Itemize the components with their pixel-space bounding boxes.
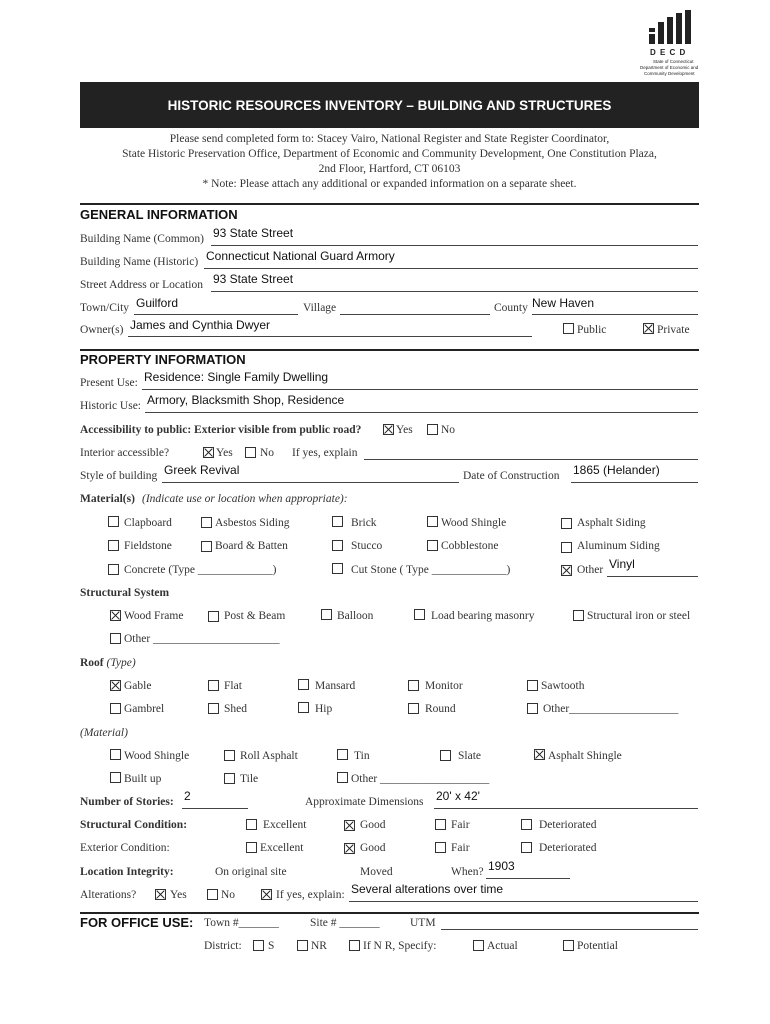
clapboard-label: Clapboard: [124, 517, 172, 529]
tin-label: Tin: [354, 750, 370, 762]
balloon-label: Balloon: [337, 610, 374, 622]
interior-label: Interior accessible?: [80, 447, 170, 459]
load-bearing-checkbox[interactable]: [414, 609, 425, 620]
date-label: Date of Construction: [463, 470, 560, 482]
sawtooth-label: Sawtooth: [541, 680, 585, 692]
county-label: County: [494, 302, 528, 314]
district-nr-label: NR: [311, 940, 327, 952]
district-s-checkbox[interactable]: [253, 940, 264, 951]
original-site-label: On original site: [215, 866, 287, 878]
logo-line3: Community Development: [644, 71, 695, 76]
material-other-field[interactable]: Vinyl: [609, 557, 635, 571]
instructions-note: * Note: Please attach any additional or expanded information on a separate sheet.: [202, 178, 577, 190]
moved-label: Moved: [360, 866, 393, 878]
interior-explain-label: If yes, explain: [292, 447, 358, 459]
post-beam-checkbox[interactable]: [208, 611, 219, 622]
gable-checkbox[interactable]: [110, 680, 121, 691]
brick-checkbox[interactable]: [332, 516, 343, 527]
material-other-checkbox[interactable]: [561, 565, 572, 576]
hip-checkbox[interactable]: [298, 702, 309, 713]
wood-frame-label: Wood Frame: [124, 610, 184, 622]
exterior-deteriorated-checkbox[interactable]: [521, 842, 532, 853]
section-rule: [80, 349, 699, 351]
fieldstone-checkbox[interactable]: [108, 540, 119, 551]
gable-label: Gable: [124, 680, 152, 692]
potential-checkbox[interactable]: [563, 940, 574, 951]
alterations-explain-checkbox[interactable]: [261, 889, 272, 900]
interior-explain-line[interactable]: [364, 459, 698, 460]
asphalt-shingle-label: Asphalt Shingle: [548, 750, 622, 762]
date-field[interactable]: 1865 (Helander): [573, 463, 660, 477]
wood-frame-checkbox[interactable]: [110, 610, 121, 621]
historic-use-label: Historic Use:: [80, 400, 142, 412]
roof-heading: [80, 657, 136, 669]
actual-checkbox[interactable]: [473, 940, 484, 951]
roof-label: Roof: [80, 657, 104, 669]
when-line: [486, 878, 570, 879]
town-line: [134, 314, 298, 315]
alterations-explain-label: If yes, explain:: [276, 889, 345, 901]
alterations-no-label: No: [221, 889, 236, 901]
roof-material-other-label: Other ___________________: [351, 773, 490, 785]
structural-iron-checkbox[interactable]: [573, 610, 584, 621]
slate-label: Slate: [458, 750, 481, 762]
stories-field[interactable]: 2: [184, 789, 191, 803]
instructions-line2: State Historic Preservation Office, Department of Economic and Community Development, One Constitution Plaza,: [122, 148, 657, 160]
clapboard-checkbox[interactable]: [108, 516, 119, 527]
present-use-label: Present Use:: [80, 377, 138, 389]
when-label: When?: [451, 866, 484, 878]
roof-other-checkbox[interactable]: [527, 703, 538, 714]
roof-material-other-checkbox[interactable]: [337, 772, 348, 783]
alterations-yes-label: Yes: [170, 889, 187, 901]
balloon-checkbox[interactable]: [321, 609, 332, 620]
exterior-excellent-checkbox[interactable]: [246, 842, 257, 853]
present-use-field[interactable]: Residence: Single Family Dwelling: [144, 370, 329, 384]
shed-label: Shed: [224, 703, 247, 715]
structural-other-checkbox[interactable]: [110, 633, 121, 644]
if-nr-checkbox[interactable]: [349, 940, 360, 951]
address-line: [211, 291, 698, 292]
town-label: Town/City: [80, 302, 130, 314]
structural-deteriorated-checkbox[interactable]: [521, 819, 532, 830]
concrete-checkbox[interactable]: [108, 564, 119, 575]
roof-wood-shingle-label: Wood Shingle: [124, 750, 190, 762]
style-label: Style of building: [80, 470, 158, 482]
asbestos-label: Asbestos Siding: [215, 517, 290, 529]
structural-excellent-checkbox[interactable]: [246, 819, 257, 830]
flat-checkbox[interactable]: [208, 680, 219, 691]
date-line: [571, 482, 698, 483]
general-heading: GENERAL INFORMATION: [80, 207, 238, 222]
exterior-condition-label: Exterior Condition:: [80, 842, 170, 854]
exterior-good-label: Good: [360, 842, 386, 854]
owner-label: Owner(s): [80, 324, 124, 336]
public-checkbox[interactable]: [563, 323, 574, 334]
monitor-label: Monitor: [425, 680, 463, 692]
stucco-label: Stucco: [351, 540, 383, 552]
district-label: District:: [204, 940, 242, 952]
board-batten-checkbox[interactable]: [201, 541, 212, 552]
accessibility-no-checkbox[interactable]: [427, 424, 438, 435]
name-historic-label: Building Name (Historic): [80, 256, 199, 268]
private-label: Private: [657, 324, 690, 336]
built-up-label: Built up: [124, 773, 162, 785]
dimensions-line: [434, 808, 698, 809]
stucco-checkbox[interactable]: [332, 540, 343, 551]
material-other-line: [607, 576, 698, 577]
when-field[interactable]: 1903: [488, 859, 515, 873]
round-checkbox[interactable]: [408, 703, 419, 714]
material-other-label: Other: [577, 564, 604, 576]
stories-label: Number of Stories:: [80, 796, 174, 808]
materials-label: Material(s): [80, 493, 135, 505]
cut-stone-checkbox[interactable]: [332, 563, 343, 574]
potential-label: Potential: [577, 940, 618, 952]
public-label: Public: [577, 324, 607, 336]
board-batten-label: Board & Batten: [215, 540, 288, 552]
wood-shingle-siding-label: Wood Shingle: [441, 517, 507, 529]
instructions-line1: Please send completed form to: Stacey Vairo, National Register and State Register Coordinator,: [169, 133, 610, 145]
mansard-checkbox[interactable]: [298, 679, 309, 690]
logo-acronym: D E C D: [650, 48, 687, 57]
private-checkbox[interactable]: [643, 323, 654, 334]
accessibility-yes-checkbox[interactable]: [383, 424, 394, 435]
structural-fair-label: Fair: [451, 819, 470, 831]
roof-type-hint: (Type): [106, 657, 136, 669]
owner-line: [128, 336, 532, 337]
alterations-field[interactable]: Several alterations over time: [351, 882, 504, 896]
logo-line1: State of Connecticut: [653, 59, 694, 64]
alterations-line: [349, 901, 698, 902]
logo-line2: Department of Economic and: [640, 65, 699, 70]
asbestos-checkbox[interactable]: [201, 517, 212, 528]
roof-other-label: Other___________________: [543, 703, 679, 715]
shed-checkbox[interactable]: [208, 703, 219, 714]
county-line: [532, 314, 698, 315]
decd-logo-icon: [646, 10, 694, 46]
exterior-good-checkbox[interactable]: [344, 843, 355, 854]
exterior-excellent-label: Excellent: [260, 842, 304, 854]
brick-label: Brick: [351, 517, 377, 529]
historic-use-line: [145, 412, 698, 413]
name-common-line: [211, 245, 698, 246]
office-town: Town #_______: [204, 917, 279, 929]
structural-good-checkbox[interactable]: [344, 820, 355, 831]
fieldstone-label: Fieldstone: [124, 540, 172, 552]
office-utm: UTM: [410, 917, 436, 929]
gambrel-checkbox[interactable]: [110, 703, 121, 714]
town-field[interactable]: Guilford: [136, 296, 179, 310]
gambrel-label: Gambrel: [124, 703, 165, 715]
sawtooth-checkbox[interactable]: [527, 680, 538, 691]
stories-line: [182, 808, 248, 809]
aluminum-siding-checkbox[interactable]: [561, 542, 572, 553]
office-heading: FOR OFFICE USE:: [80, 915, 194, 930]
interior-yes-label: Yes: [216, 447, 233, 459]
structural-condition-label: Structural Condition:: [80, 819, 188, 831]
post-beam-label: Post & Beam: [224, 610, 286, 622]
asphalt-shingle-checkbox[interactable]: [534, 749, 545, 760]
style-field[interactable]: Greek Revival: [164, 463, 240, 477]
county-field[interactable]: New Haven: [532, 296, 595, 310]
property-heading: PROPERTY INFORMATION: [80, 352, 246, 367]
historic-use-field[interactable]: Armory, Blacksmith Shop, Residence: [147, 393, 345, 407]
round-label: Round: [425, 703, 456, 715]
roll-asphalt-checkbox[interactable]: [224, 750, 235, 761]
roll-asphalt-label: Roll Asphalt: [240, 750, 298, 762]
structural-deteriorated-label: Deteriorated: [539, 819, 597, 831]
load-bearing-label: Load bearing masonry: [431, 610, 535, 622]
hip-label: Hip: [315, 703, 333, 715]
interior-no-label: No: [260, 447, 275, 459]
alterations-no-checkbox[interactable]: [207, 889, 218, 900]
cobblestone-label: Cobblestone: [441, 540, 499, 552]
alterations-yes-checkbox[interactable]: [155, 889, 166, 900]
wood-shingle-siding-checkbox[interactable]: [427, 516, 438, 527]
structural-good-label: Good: [360, 819, 386, 831]
tin-checkbox[interactable]: [337, 749, 348, 760]
dimensions-field[interactable]: 20' x 42': [436, 789, 480, 803]
asphalt-siding-label: Asphalt Siding: [577, 517, 646, 529]
name-historic-line: [204, 268, 698, 269]
slate-checkbox[interactable]: [440, 750, 451, 761]
structural-fair-checkbox[interactable]: [435, 819, 446, 830]
district-nr-checkbox[interactable]: [297, 940, 308, 951]
dimensions-label: Approximate Dimensions: [305, 796, 424, 808]
exterior-fair-label: Fair: [451, 842, 470, 854]
form-title: HISTORIC RESOURCES INVENTORY – BUILDING AND STRUCTURES: [80, 82, 699, 128]
mansard-label: Mansard: [315, 680, 356, 692]
asphalt-siding-checkbox[interactable]: [561, 518, 572, 529]
instructions-line3: 2nd Floor, Hartford, CT 06103: [318, 163, 461, 175]
address-label: Street Address or Location: [80, 279, 203, 291]
built-up-checkbox[interactable]: [110, 772, 121, 783]
interior-no-checkbox[interactable]: [245, 447, 256, 458]
exterior-fair-checkbox[interactable]: [435, 842, 446, 853]
section-rule: [80, 203, 699, 205]
office-site: Site # _______: [310, 917, 380, 929]
name-common-label: Building Name (Common): [80, 233, 204, 245]
materials-hint: (Indicate use or location when appropriate):: [142, 493, 348, 505]
concrete-label: Concrete (Type _____________): [124, 564, 277, 576]
location-label: Location Integrity:: [80, 866, 174, 878]
section-rule: [80, 912, 699, 914]
interior-yes-checkbox[interactable]: [203, 447, 214, 458]
roof-material-hint: (Material): [80, 727, 128, 739]
actual-label: Actual: [487, 940, 518, 952]
structural-label: Structural System: [80, 587, 170, 599]
aluminum-siding-label: Aluminum Siding: [577, 540, 660, 552]
monitor-checkbox[interactable]: [408, 680, 419, 691]
district-s-label: S: [268, 940, 275, 952]
style-line: [162, 482, 459, 483]
exterior-deteriorated-label: Deteriorated: [539, 842, 597, 854]
utm-line[interactable]: [441, 929, 698, 930]
tile-checkbox[interactable]: [224, 773, 235, 784]
accessibility-yes-label: Yes: [396, 424, 413, 436]
roof-wood-shingle-checkbox[interactable]: [110, 749, 121, 760]
accessibility-no-label: No: [441, 424, 456, 436]
tile-label: Tile: [240, 773, 259, 785]
cobblestone-checkbox[interactable]: [427, 540, 438, 551]
accessibility-label: Accessibility to public: Exterior visible from public road?: [80, 424, 362, 436]
structural-other-label: Other ______________________: [124, 633, 280, 645]
present-use-line: [142, 389, 698, 390]
structural-iron-label: Structural iron or steel: [587, 610, 691, 622]
village-line[interactable]: [340, 314, 490, 315]
name-historic-field[interactable]: Connecticut National Guard Armory: [206, 249, 395, 263]
cut-stone-label: Cut Stone ( Type _____________): [351, 564, 511, 576]
alterations-label: Alterations?: [80, 889, 137, 901]
village-label: Village: [303, 302, 337, 314]
structural-excellent-label: Excellent: [263, 819, 307, 831]
address-field[interactable]: 93 State Street: [213, 272, 294, 286]
name-common-field[interactable]: 93 State Street: [213, 226, 294, 240]
owner-field[interactable]: James and Cynthia Dwyer: [130, 318, 271, 332]
flat-label: Flat: [224, 680, 242, 692]
if-nr-label: If N R, Specify:: [363, 940, 437, 952]
